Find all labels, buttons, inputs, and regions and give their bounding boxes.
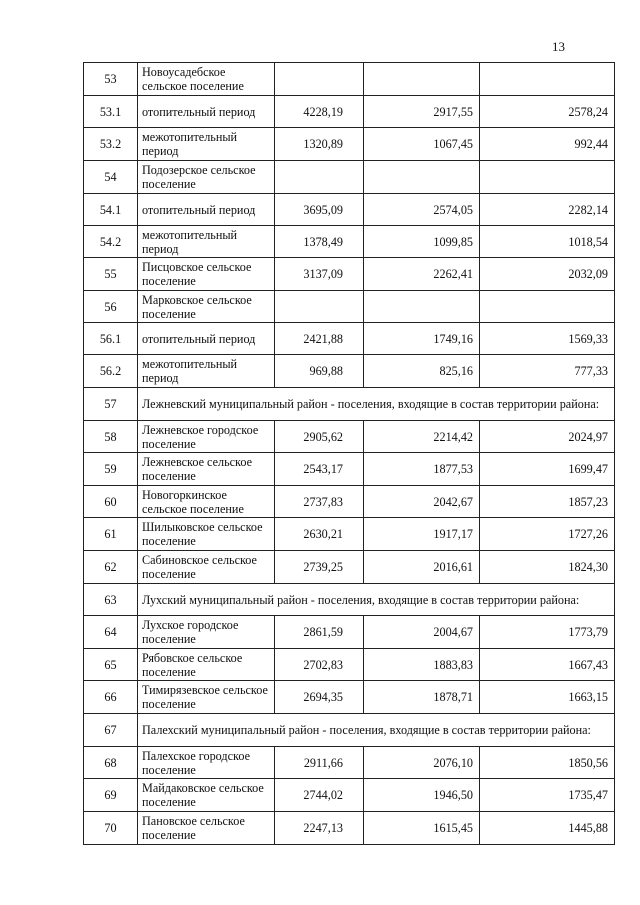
value-cell-2: 1917,17 bbox=[364, 518, 480, 551]
value-cell-2: 2917,55 bbox=[364, 96, 480, 128]
row-number-cell: 62 bbox=[84, 551, 138, 584]
row-number-cell: 70 bbox=[84, 812, 138, 845]
value-cell-2: 1883,83 bbox=[364, 649, 480, 681]
value-cell-1: 3137,09 bbox=[275, 258, 364, 291]
table-row bbox=[84, 779, 615, 812]
settlement-name-cell: Сабиновское сельское поселение bbox=[138, 551, 275, 584]
settlement-name-cell: Палехское городское поселение bbox=[138, 747, 275, 779]
row-number-cell: 68 bbox=[84, 747, 138, 779]
district-heading-cell: Лухский муниципальный район - поселения, входящие в состав территории района: bbox=[138, 584, 615, 616]
table-row bbox=[84, 649, 615, 681]
settlement-name-cell: отопительный период bbox=[138, 96, 275, 128]
value-cell-3: 1727,26 bbox=[480, 518, 615, 551]
value-cell-3: 1667,43 bbox=[480, 649, 615, 681]
table-row bbox=[84, 323, 615, 355]
table-row bbox=[84, 616, 615, 649]
row-number-cell: 53.2 bbox=[84, 128, 138, 161]
value-cell-1 bbox=[275, 161, 364, 194]
value-cell-3: 1824,30 bbox=[480, 551, 615, 584]
row-number-cell: 65 bbox=[84, 649, 138, 681]
value-cell-1: 2905,62 bbox=[275, 421, 364, 453]
value-cell-1: 3695,09 bbox=[275, 194, 364, 226]
value-cell-3: 1663,15 bbox=[480, 681, 615, 714]
settlement-name-cell: Майдаковское сельское поселение bbox=[138, 779, 275, 812]
settlement-name-cell: отопительный период bbox=[138, 194, 275, 226]
value-cell-3 bbox=[480, 63, 615, 96]
value-cell-2: 1877,53 bbox=[364, 453, 480, 486]
table-row bbox=[84, 96, 615, 128]
value-cell-2: 2076,10 bbox=[364, 747, 480, 779]
value-cell-2 bbox=[364, 161, 480, 194]
settlement-name-cell: межотопительный период bbox=[138, 226, 275, 258]
value-cell-1: 1320,89 bbox=[275, 128, 364, 161]
value-cell-1: 2247,13 bbox=[275, 812, 364, 845]
value-cell-1: 2421,88 bbox=[275, 323, 364, 355]
table-row bbox=[84, 453, 615, 486]
value-cell-3: 992,44 bbox=[480, 128, 615, 161]
settlement-name-cell: Подозерское сельское поселение bbox=[138, 161, 275, 194]
row-number-cell: 56 bbox=[84, 291, 138, 323]
settlement-name-cell: Марковское сельское поселение bbox=[138, 291, 275, 323]
value-cell-2: 2574,05 bbox=[364, 194, 480, 226]
settlement-name-cell: Лежневское сельское поселение bbox=[138, 453, 275, 486]
table-row bbox=[84, 421, 615, 453]
settlement-name-cell: межотопительный период bbox=[138, 128, 275, 161]
value-cell-1: 2911,66 bbox=[275, 747, 364, 779]
value-cell-2 bbox=[364, 291, 480, 323]
value-cell-3: 2032,09 bbox=[480, 258, 615, 291]
row-number-cell: 53 bbox=[84, 63, 138, 96]
row-number-cell: 63 bbox=[84, 584, 138, 616]
value-cell-3: 1569,33 bbox=[480, 323, 615, 355]
row-number-cell: 67 bbox=[84, 714, 138, 747]
table-row bbox=[84, 584, 615, 616]
table-row bbox=[84, 486, 615, 518]
table-row bbox=[84, 355, 615, 388]
row-number-cell: 58 bbox=[84, 421, 138, 453]
row-number-cell: 57 bbox=[84, 388, 138, 421]
table-row bbox=[84, 161, 615, 194]
value-cell-2: 1878,71 bbox=[364, 681, 480, 714]
value-cell-2: 825,16 bbox=[364, 355, 480, 388]
value-cell-1: 2861,59 bbox=[275, 616, 364, 649]
value-cell-2: 2214,42 bbox=[364, 421, 480, 453]
value-cell-1: 2702,83 bbox=[275, 649, 364, 681]
row-number-cell: 54.2 bbox=[84, 226, 138, 258]
settlement-name-cell: Пановское сельское поселение bbox=[138, 812, 275, 845]
value-cell-3: 1850,56 bbox=[480, 747, 615, 779]
value-cell-1: 2737,83 bbox=[275, 486, 364, 518]
value-cell-2: 2262,41 bbox=[364, 258, 480, 291]
value-cell-3 bbox=[480, 161, 615, 194]
row-number-cell: 56.1 bbox=[84, 323, 138, 355]
value-cell-3: 1699,47 bbox=[480, 453, 615, 486]
value-cell-2: 1099,85 bbox=[364, 226, 480, 258]
value-cell-3 bbox=[480, 291, 615, 323]
value-cell-1: 1378,49 bbox=[275, 226, 364, 258]
value-cell-3: 2282,14 bbox=[480, 194, 615, 226]
value-cell-1: 2630,21 bbox=[275, 518, 364, 551]
row-number-cell: 53.1 bbox=[84, 96, 138, 128]
table-body bbox=[84, 63, 615, 845]
table-row bbox=[84, 258, 615, 291]
value-cell-1: 4228,19 bbox=[275, 96, 364, 128]
table-row bbox=[84, 812, 615, 845]
table-row bbox=[84, 681, 615, 714]
value-cell-2: 1615,45 bbox=[364, 812, 480, 845]
table-row bbox=[84, 63, 615, 96]
value-cell-1 bbox=[275, 291, 364, 323]
row-number-cell: 61 bbox=[84, 518, 138, 551]
row-number-cell: 54.1 bbox=[84, 194, 138, 226]
value-cell-2: 1946,50 bbox=[364, 779, 480, 812]
value-cell-2 bbox=[364, 63, 480, 96]
value-cell-2: 2042,67 bbox=[364, 486, 480, 518]
value-cell-1: 2739,25 bbox=[275, 551, 364, 584]
value-cell-1 bbox=[275, 63, 364, 96]
value-cell-3: 2578,24 bbox=[480, 96, 615, 128]
value-cell-2: 2016,61 bbox=[364, 551, 480, 584]
table-row bbox=[84, 291, 615, 323]
value-cell-2: 2004,67 bbox=[364, 616, 480, 649]
settlement-name-cell: Лежневское городское поселение bbox=[138, 421, 275, 453]
value-cell-1: 969,88 bbox=[275, 355, 364, 388]
settlement-name-cell: Новогоркинское сельское поселение bbox=[138, 486, 275, 518]
row-number-cell: 66 bbox=[84, 681, 138, 714]
table-row bbox=[84, 551, 615, 584]
value-cell-3: 1018,54 bbox=[480, 226, 615, 258]
value-cell-3: 1445,88 bbox=[480, 812, 615, 845]
tariff-table bbox=[83, 62, 615, 845]
settlement-name-cell: Лухское городское поселение bbox=[138, 616, 275, 649]
district-heading-cell: Палехский муниципальный район - поселения, входящие в состав территории района: bbox=[138, 714, 615, 747]
value-cell-1: 2694,35 bbox=[275, 681, 364, 714]
row-number-cell: 55 bbox=[84, 258, 138, 291]
value-cell-3: 1773,79 bbox=[480, 616, 615, 649]
settlement-name-cell: отопительный период bbox=[138, 323, 275, 355]
row-number-cell: 56.2 bbox=[84, 355, 138, 388]
value-cell-1: 2744,02 bbox=[275, 779, 364, 812]
value-cell-3: 1857,23 bbox=[480, 486, 615, 518]
settlement-name-cell: межотопительный период bbox=[138, 355, 275, 388]
settlement-name-cell: Тимирязевское сельское поселение bbox=[138, 681, 275, 714]
settlement-name-cell: Рябовское сельское поселение bbox=[138, 649, 275, 681]
value-cell-3: 1735,47 bbox=[480, 779, 615, 812]
row-number-cell: 54 bbox=[84, 161, 138, 194]
value-cell-1: 2543,17 bbox=[275, 453, 364, 486]
district-heading-cell: Лежневский муниципальный район - поселения, входящие в состав территории района: bbox=[138, 388, 615, 421]
row-number-cell: 64 bbox=[84, 616, 138, 649]
page-number: 13 bbox=[552, 39, 565, 54]
table-row bbox=[84, 226, 615, 258]
value-cell-3: 2024,97 bbox=[480, 421, 615, 453]
table-row bbox=[84, 747, 615, 779]
table-row bbox=[84, 128, 615, 161]
row-number-cell: 59 bbox=[84, 453, 138, 486]
table-row bbox=[84, 518, 615, 551]
value-cell-3: 777,33 bbox=[480, 355, 615, 388]
row-number-cell: 69 bbox=[84, 779, 138, 812]
settlement-name-cell: Новоусадебское сельское поселение bbox=[138, 63, 275, 96]
table-row bbox=[84, 714, 615, 747]
value-cell-2: 1067,45 bbox=[364, 128, 480, 161]
settlement-name-cell: Писцовское сельское поселение bbox=[138, 258, 275, 291]
value-cell-2: 1749,16 bbox=[364, 323, 480, 355]
table-row bbox=[84, 388, 615, 421]
row-number-cell: 60 bbox=[84, 486, 138, 518]
settlement-name-cell: Шилыковское сельское поселение bbox=[138, 518, 275, 551]
table-row bbox=[84, 194, 615, 226]
